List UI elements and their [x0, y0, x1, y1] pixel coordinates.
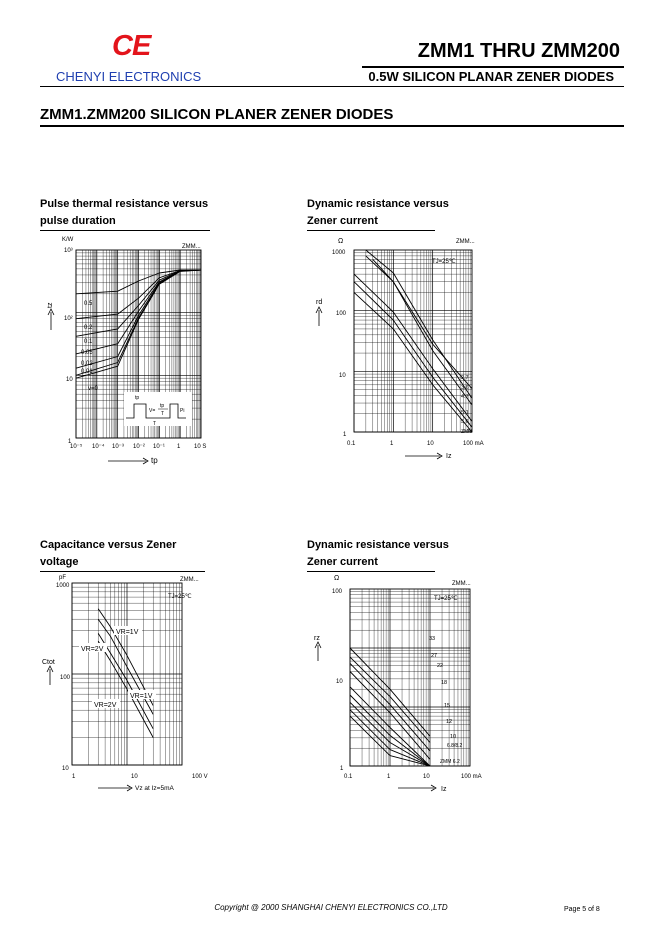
y-tick-label: 1: [340, 766, 344, 772]
y-tick-label: 10³: [64, 248, 73, 254]
condition-label: TJ=25℃: [434, 596, 458, 602]
chart1-title: [40, 196, 210, 231]
condition-label: TJ=25℃: [168, 594, 192, 600]
x-tick-label: 10: [427, 441, 434, 447]
series-label: 2.7: [461, 375, 469, 381]
chart-pulse-thermal-resistance: [36, 232, 220, 468]
y-tick-label: 100: [332, 589, 343, 595]
chart-tag: ZMM...: [180, 577, 199, 583]
x-tick-label: 10⁻⁴: [92, 444, 105, 450]
title-rule: [40, 125, 624, 127]
x-tick-label: 10⁻²: [133, 444, 145, 450]
chart-dynamic-resistance-2: [310, 573, 494, 795]
chart4-title: [307, 537, 449, 572]
y-tick-label: 10: [66, 377, 73, 383]
chart-tag: ZMM...: [456, 239, 475, 245]
y-axis-label: Ctot: [42, 659, 55, 666]
series-label: 0.1: [84, 339, 93, 345]
y-unit-label: Ω: [334, 575, 340, 582]
y-axis-label: tz: [47, 302, 54, 308]
x-tick-label: 100 mA: [461, 774, 482, 780]
y-tick-label: 10²: [64, 316, 73, 322]
x-tick-label: 10⁻⁵: [70, 444, 83, 450]
chart3-title-line2: voltage: [40, 554, 205, 572]
series-label: 0.01: [81, 369, 93, 375]
inset-label-v: V=: [149, 408, 156, 414]
company-name: CHENYI ELECTRONICS: [56, 69, 202, 84]
y-unit-label: Ω: [338, 238, 344, 245]
series-label: VR=1V: [130, 693, 153, 700]
x-tick-label: 1: [72, 774, 76, 780]
series-label: 22: [437, 663, 444, 669]
y-tick-label: 10: [339, 373, 346, 379]
y-axis-label: rz: [314, 635, 320, 642]
product-subtitle: 0.5W SILICON PLANAR ZENER DIODES: [368, 69, 614, 84]
page-number: Page 5 of 8: [564, 906, 600, 913]
inset-label-t: T: [153, 421, 157, 427]
company-logo: CE: [112, 30, 151, 62]
x-tick-label: 10⁻³: [112, 444, 124, 450]
x-tick-label: 100 V: [192, 774, 208, 780]
x-tick-label: 0.1: [344, 774, 353, 780]
series-label: 4.7: [461, 394, 469, 400]
series-label: 0.02: [81, 361, 93, 367]
series-label: 0.05: [81, 350, 93, 356]
x-tick-label: 1: [387, 774, 391, 780]
y-unit-label: pF: [59, 575, 67, 581]
condition-label: TJ=25℃: [432, 259, 456, 265]
y-tick-label: 1000: [332, 250, 346, 256]
series-label: 10: [450, 734, 457, 740]
document-title: ZMM1.ZMM200 SILICON PLANER ZENER DIODES: [40, 106, 394, 123]
x-tick-label: 10 S: [194, 444, 207, 450]
x-axis-label: tp: [151, 456, 158, 465]
chart2-title-line2: Zener current: [307, 213, 435, 231]
y-tick-label: 10: [336, 679, 343, 685]
series-line: [354, 274, 472, 421]
x-axis-label: Vz at Iz=5mA: [135, 785, 174, 792]
series-label: 0.5: [84, 301, 93, 307]
series-label: 18: [441, 680, 448, 686]
series-label: 6.8/8.2: [447, 743, 463, 749]
series-label: 3.6: [461, 385, 469, 391]
chart4-title-line1: Dynamic resistance versus: [307, 539, 449, 551]
chart2-title-line1: Dynamic resistance versus: [307, 198, 449, 210]
x-tick-label: 10⁻¹: [153, 444, 165, 450]
chart2-title: [307, 196, 449, 231]
series-label: VR=1V: [116, 629, 139, 636]
y-tick-label: 1: [343, 432, 347, 438]
series-label: 5.6: [461, 419, 469, 425]
chart3-title: [40, 537, 205, 572]
inset-label-pi: Pi: [180, 408, 185, 414]
series-label: 12: [446, 719, 453, 725]
x-tick-label: 100 mA: [463, 441, 484, 447]
chart1-title-line1: Pulse thermal resistance versus: [40, 198, 209, 210]
x-tick-label: 10: [423, 774, 430, 780]
y-tick-label: 1: [68, 439, 72, 445]
x-tick-label: 1: [177, 444, 181, 450]
y-tick-label: 100: [60, 675, 71, 681]
series-label: VR=2V: [81, 646, 104, 653]
chart-capacitance: [36, 573, 220, 795]
series-label: ZMM 6.2: [440, 759, 460, 765]
x-tick-label: 10: [131, 774, 138, 780]
chart1-title-line2: pulse duration: [40, 213, 210, 231]
y-axis-label: rd: [316, 299, 323, 306]
series-label: 27: [431, 653, 438, 659]
series-line: [366, 256, 472, 405]
series-line: [354, 282, 472, 428]
series-label: 15: [444, 703, 451, 709]
chart-tag: ZMM...: [182, 244, 201, 250]
inset-ratio-top: tp: [160, 403, 165, 409]
x-axis-label: Iz: [441, 786, 447, 793]
series-label: v=0: [88, 386, 98, 392]
chart3-title-line1: Capacitance versus Zener: [40, 539, 177, 551]
x-tick-label: 0.1: [347, 441, 356, 447]
chart4-title-line2: Zener current: [307, 554, 435, 572]
series-label: 5.1: [461, 410, 469, 416]
x-axis-label: Iz: [446, 453, 452, 460]
inset-ratio-bottom: T: [161, 411, 165, 417]
chart-tag: ZMM...: [452, 581, 471, 587]
series-label: 0.2: [84, 325, 93, 331]
y-unit-label: K/W: [62, 237, 74, 243]
y-tick-label: 1000: [56, 583, 70, 589]
model-range: ZMM1 THRU ZMM200: [417, 40, 620, 62]
x-tick-label: 1: [390, 441, 394, 447]
series-label: ZMM: [461, 429, 473, 435]
y-tick-label: 10: [62, 766, 69, 772]
inset-label-tp: tp: [135, 395, 140, 401]
chart-dynamic-resistance-1: [310, 232, 494, 460]
series-label: VR=2V: [94, 702, 117, 709]
series-label: 33: [429, 636, 436, 642]
footer-copyright: Copyright @ 2000 SHANGHAI CHENYI ELECTRONICS CO.,LTD: [214, 903, 448, 912]
header-rule-bottom: [40, 86, 624, 87]
header-rule: [362, 66, 624, 68]
y-tick-label: 100: [336, 311, 347, 317]
